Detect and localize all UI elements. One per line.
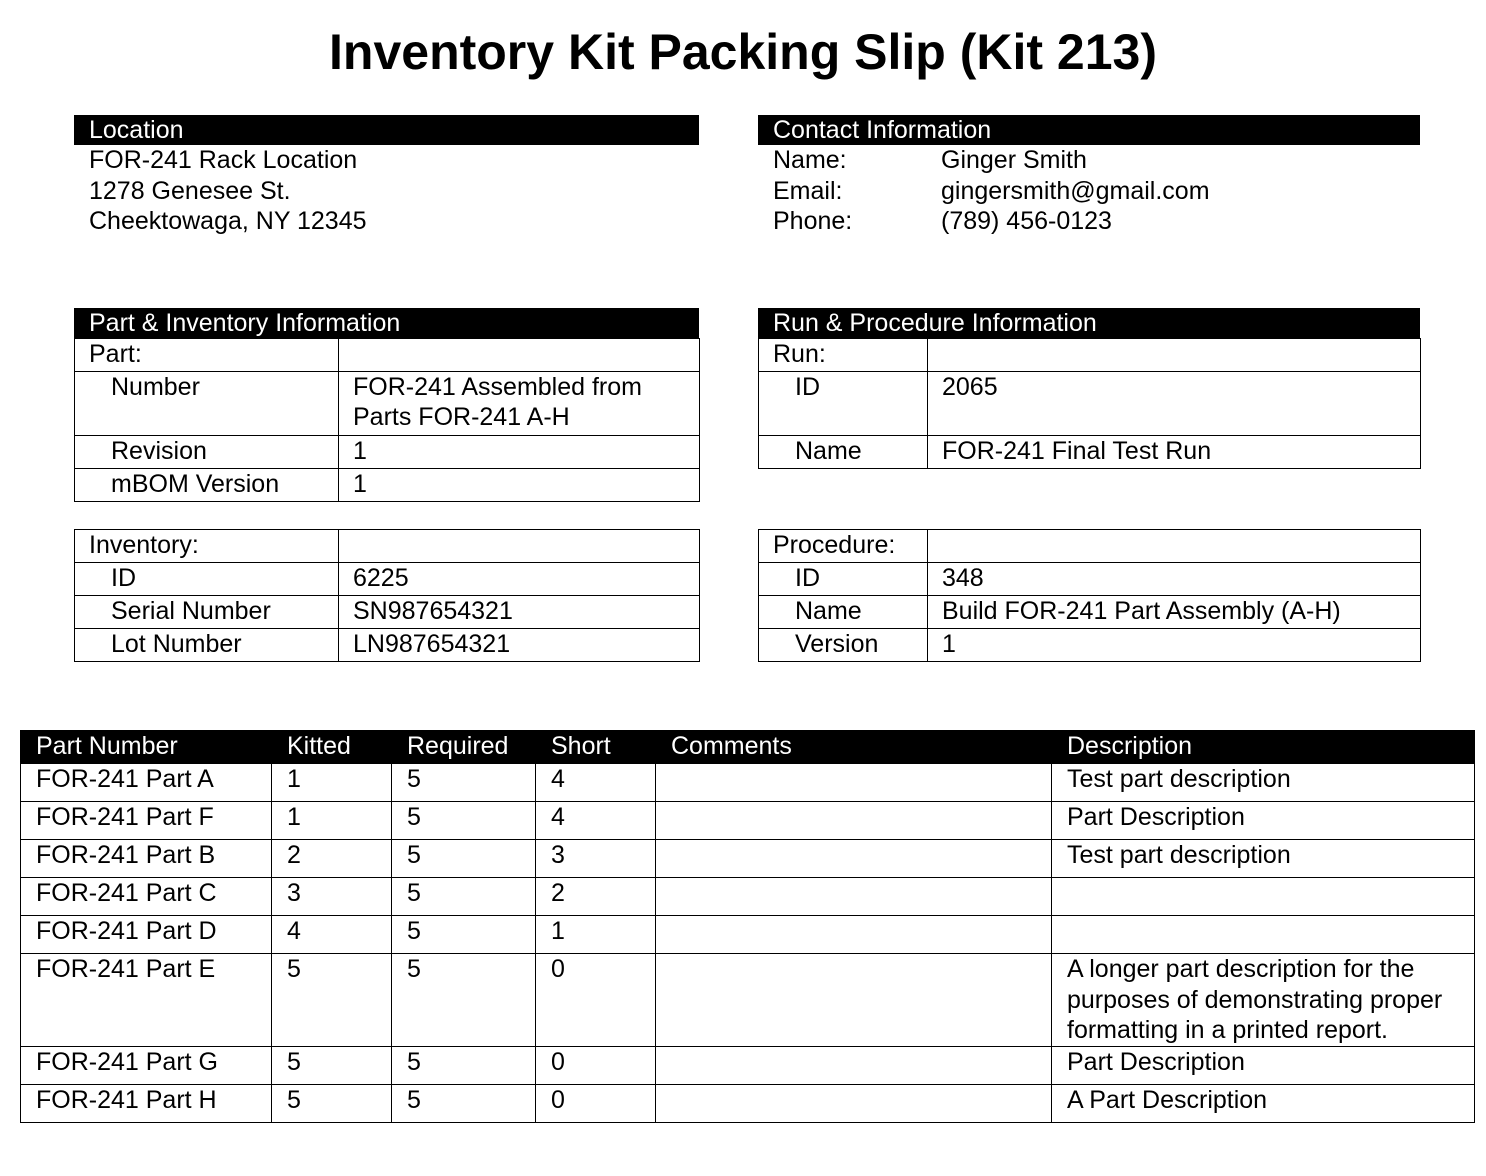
page-title: Inventory Kit Packing Slip (Kit 213) <box>329 24 1157 80</box>
table-row <box>759 436 1421 469</box>
procedure-group-label: Procedure: <box>759 530 928 563</box>
run-field-value: 2065 <box>928 372 1421 436</box>
contact-value: Ginger Smith <box>941 146 1087 174</box>
run-table <box>758 338 1421 469</box>
part-field-label: Revision <box>75 436 339 469</box>
table-row <box>21 840 1475 878</box>
cell-required: 5 <box>392 764 536 802</box>
cell-kitted: 1 <box>272 764 392 802</box>
contact-panel <box>758 115 1420 237</box>
cell-part-number: FOR-241 Part F <box>21 802 272 840</box>
table-row <box>21 1084 1475 1122</box>
cell-comments <box>656 878 1052 916</box>
cell-part-number: FOR-241 Part D <box>21 916 272 954</box>
table-row <box>75 469 700 502</box>
cell-short: 0 <box>536 1084 656 1122</box>
column-header-comments: Comments <box>656 731 1052 764</box>
contact-name-row <box>758 145 1420 176</box>
cell-description: Test part description <box>1052 764 1475 802</box>
part-field-label: Number <box>75 372 339 436</box>
cell-kitted: 2 <box>272 840 392 878</box>
location-line: Cheektowaga, NY 12345 <box>89 207 367 235</box>
empty-cell <box>339 530 700 563</box>
cell-kitted: 5 <box>272 1084 392 1122</box>
part-inventory-panel <box>74 308 699 502</box>
cell-description: Part Description <box>1052 802 1475 840</box>
procedure-panel <box>758 529 1420 662</box>
table-row <box>21 878 1475 916</box>
run-procedure-header: Run & Procedure Information <box>758 308 1420 338</box>
cell-required: 5 <box>392 1046 536 1084</box>
cell-kitted: 1 <box>272 802 392 840</box>
location-line: FOR-241 Rack Location <box>89 146 358 174</box>
table-row <box>75 436 700 469</box>
procedure-field-value: 348 <box>928 563 1421 596</box>
inventory-field-label: Lot Number <box>75 629 339 662</box>
inventory-panel <box>74 529 699 662</box>
procedure-field-label: Name <box>759 596 928 629</box>
cell-required: 5 <box>392 1084 536 1122</box>
cell-required: 5 <box>392 954 536 1047</box>
run-field-value: FOR-241 Final Test Run <box>928 436 1421 469</box>
table-row <box>759 372 1421 436</box>
inventory-table <box>74 529 700 662</box>
cell-short: 1 <box>536 916 656 954</box>
table-row <box>75 339 700 372</box>
kit-items-table <box>20 730 1475 1123</box>
cell-kitted: 4 <box>272 916 392 954</box>
cell-short: 2 <box>536 878 656 916</box>
table-row <box>75 530 700 563</box>
procedure-field-label: ID <box>759 563 928 596</box>
inventory-field-label: Serial Number <box>75 596 339 629</box>
column-header-required: Required <box>392 731 536 764</box>
cell-description: A longer part description for the purposes of demonstrating proper formatting in a printed report. <box>1052 954 1475 1047</box>
inventory-group-label: Inventory: <box>75 530 339 563</box>
cell-description: A Part Description <box>1052 1084 1475 1122</box>
run-field-label: ID <box>759 372 928 436</box>
table-row <box>75 563 700 596</box>
run-field-label: Name <box>759 436 928 469</box>
empty-cell <box>928 339 1421 372</box>
cell-description <box>1052 878 1475 916</box>
cell-kitted: 3 <box>272 878 392 916</box>
table-row <box>21 802 1475 840</box>
table-row <box>21 1046 1475 1084</box>
part-field-value: 1 <box>339 436 700 469</box>
contact-value: (789) 456-0123 <box>941 207 1112 235</box>
table-row <box>759 629 1421 662</box>
location-header: Location <box>74 115 699 145</box>
table-row <box>759 596 1421 629</box>
location-panel <box>74 115 699 237</box>
cell-short: 0 <box>536 1046 656 1084</box>
table-row <box>759 339 1421 372</box>
contact-label: Name: <box>773 146 847 174</box>
contact-label: Email: <box>773 176 843 205</box>
procedure-field-value: Build FOR-241 Part Assembly (A-H) <box>928 596 1421 629</box>
run-group-label: Run: <box>759 339 928 372</box>
cell-description <box>1052 916 1475 954</box>
contact-value: gingersmith@gmail.com <box>941 176 1210 205</box>
cell-short: 4 <box>536 764 656 802</box>
procedure-field-value: 1 <box>928 629 1421 662</box>
cell-kitted: 5 <box>272 954 392 1047</box>
table-row <box>75 596 700 629</box>
cell-comments <box>656 840 1052 878</box>
contact-phone-row <box>758 206 1420 237</box>
cell-short: 3 <box>536 840 656 878</box>
cell-comments <box>656 954 1052 1047</box>
inventory-field-value: 6225 <box>339 563 700 596</box>
cell-required: 5 <box>392 878 536 916</box>
cell-comments <box>656 1084 1052 1122</box>
cell-kitted: 5 <box>272 1046 392 1084</box>
cell-comments <box>656 1046 1052 1084</box>
contact-email-row <box>758 176 1420 207</box>
empty-cell <box>928 530 1421 563</box>
column-header-part-number: Part Number <box>21 731 272 764</box>
table-row <box>759 530 1421 563</box>
inventory-field-value: SN987654321 <box>339 596 700 629</box>
cell-comments <box>656 764 1052 802</box>
table-row <box>75 629 700 662</box>
table-row <box>75 372 700 436</box>
part-table <box>74 338 700 502</box>
cell-part-number: FOR-241 Part E <box>21 954 272 1047</box>
cell-part-number: FOR-241 Part A <box>21 764 272 802</box>
procedure-table <box>758 529 1421 662</box>
contact-label: Phone: <box>773 207 853 235</box>
cell-description: Test part description <box>1052 840 1475 878</box>
cell-part-number: FOR-241 Part B <box>21 840 272 878</box>
cell-comments <box>656 802 1052 840</box>
cell-required: 5 <box>392 840 536 878</box>
inventory-field-value: LN987654321 <box>339 629 700 662</box>
location-line: 1278 Genesee St. <box>89 176 291 205</box>
part-field-value: FOR-241 Assembled from Parts FOR-241 A-H <box>339 372 700 436</box>
table-row <box>759 563 1421 596</box>
cell-part-number: FOR-241 Part H <box>21 1084 272 1122</box>
part-field-value: 1 <box>339 469 700 502</box>
cell-short: 4 <box>536 802 656 840</box>
column-header-kitted: Kitted <box>272 731 392 764</box>
contact-header: Contact Information <box>758 115 1420 145</box>
part-field-label: mBOM Version <box>75 469 339 502</box>
inventory-field-label: ID <box>75 563 339 596</box>
table-row <box>21 954 1475 1047</box>
table-header-row <box>21 731 1475 764</box>
cell-required: 5 <box>392 916 536 954</box>
cell-description: Part Description <box>1052 1046 1475 1084</box>
column-header-short: Short <box>536 731 656 764</box>
part-group-label: Part: <box>75 339 339 372</box>
procedure-field-label: Version <box>759 629 928 662</box>
cell-comments <box>656 916 1052 954</box>
empty-cell <box>339 339 700 372</box>
run-procedure-panel <box>758 308 1420 469</box>
cell-part-number: FOR-241 Part C <box>21 878 272 916</box>
column-header-description: Description <box>1052 731 1475 764</box>
cell-short: 0 <box>536 954 656 1047</box>
cell-part-number: FOR-241 Part G <box>21 1046 272 1084</box>
table-row <box>21 916 1475 954</box>
table-row <box>21 764 1475 802</box>
cell-required: 5 <box>392 802 536 840</box>
part-inventory-header: Part & Inventory Information <box>74 308 699 338</box>
